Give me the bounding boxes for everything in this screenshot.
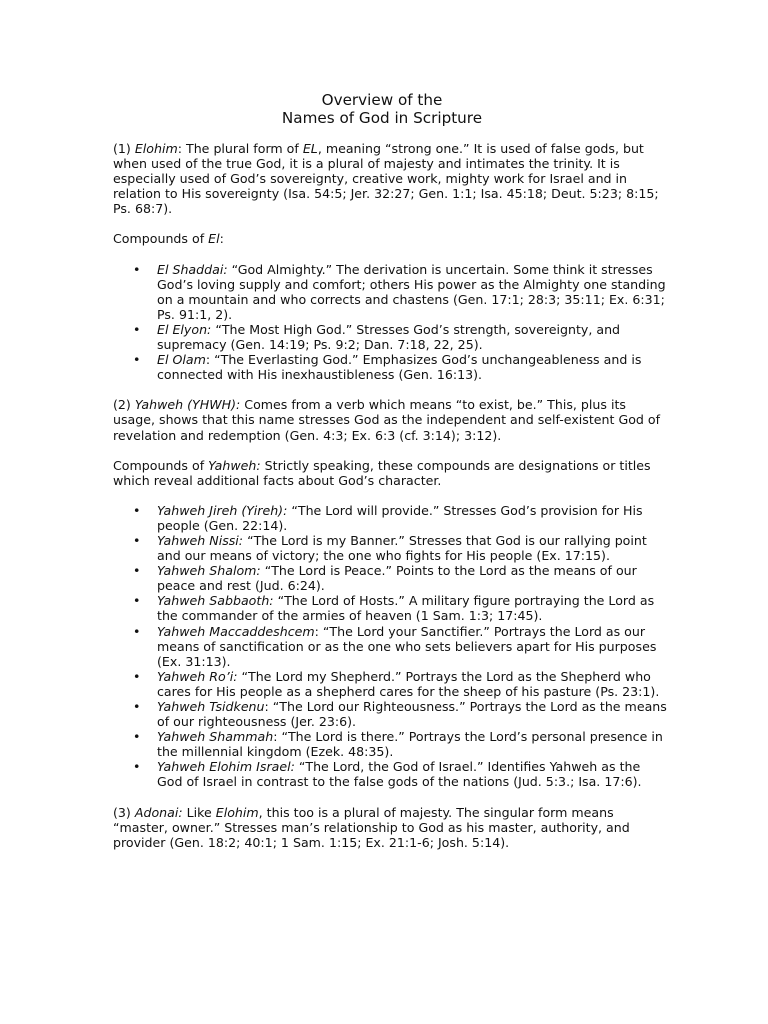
document-body xyxy=(113,91,668,850)
list-item xyxy=(113,593,668,623)
item-text: “The Lord is Peace.” Points to the Lord as the means of our peace and rest (Jud. 6:24). xyxy=(157,563,637,594)
bullet-icon: • xyxy=(133,563,141,579)
heading-colon: : xyxy=(219,231,224,247)
yahweh-paragraph xyxy=(113,397,668,442)
list-item xyxy=(113,759,668,789)
term: Yahweh Maccaddeshcem xyxy=(157,623,315,639)
section-number: (3) xyxy=(113,804,135,820)
term-elohim: Elohim xyxy=(134,141,178,156)
item-text: “The Lord my Shepherd.” Portrays the Lord as the Shepherd who cares for His people as a shepherd cares for the sheep of his pasture (Ps. 23:1). xyxy=(157,668,660,699)
bullet-icon: • xyxy=(133,502,141,518)
item-text: : “The Lord our Righteousness.” Portrays the Lord as the means of our righteousness (Jer. 23:6). xyxy=(157,699,667,730)
bullet-icon: • xyxy=(133,321,141,337)
list-item xyxy=(113,563,668,593)
term: Yahweh Elohim Israel: xyxy=(157,759,295,775)
item-text: “God Almighty.” The derivation is uncertain. Some think it stresses God’s loving supply and comfort; others His power as the Almighty one standing on a mountain and who corrects and chastens (Gen. 17:1; 28:3; 35:11; Ex. 6:31; Ps. 91:1, 2). xyxy=(157,261,666,322)
item-text: : “The Everlasting God.” Emphasizes God’s unchangeableness and is connected with His inexhaustibleness (Gen. 16:13). xyxy=(157,352,642,383)
list-item xyxy=(113,322,668,352)
bullet-icon: • xyxy=(133,699,141,714)
document-title xyxy=(113,91,651,127)
adonai-text-b: , this too is a plural of majesty. The singular form means “master, owner.” Stresses man’s relationship to God as his master, authority, and provider (Gen. 18:2; 40:1; 1 Sam. 1:15; Ex. 21:1-6; Josh. 5:14). xyxy=(113,804,630,850)
heading-text: Compounds of xyxy=(113,457,209,473)
bullet-icon: • xyxy=(133,593,141,609)
section-number: (2) xyxy=(113,397,135,413)
term-yahweh: Yahweh: xyxy=(208,457,261,473)
bullet-icon: • xyxy=(133,352,141,368)
elohim-text-a: : The plural form of xyxy=(177,141,303,156)
bullet-icon: • xyxy=(133,532,141,548)
term-adonai: Adonai: xyxy=(134,804,183,820)
term-el: El xyxy=(208,231,220,247)
list-item xyxy=(113,352,668,382)
item-text: “The Lord of Hosts.” A military figure portraying the Lord as the commander of the armies of heaven (1 Sam. 1:3; 17:45). xyxy=(157,593,655,624)
item-text: “The Lord will provide.” Stresses God’s provision for His people (Gen. 22:14). xyxy=(157,502,643,533)
term: El Elyon: xyxy=(157,321,212,337)
yahweh-compounds-list xyxy=(113,503,668,790)
list-item xyxy=(113,262,668,322)
term-elohim: Elohim xyxy=(215,804,259,820)
heading-text-b: Strictly speaking, these compounds are designations or titles which reveal additional facts about God’s character. xyxy=(113,457,651,488)
section-number: (1) xyxy=(113,141,135,156)
item-text: “The Lord, the God of Israel.” Identifies Yahweh as the God of Israel in contrast to the false gods of the nations (Jud. 5:3.; Isa. 17:6). xyxy=(157,759,642,790)
term: Yahweh Shalom: xyxy=(157,563,261,579)
adonai-text-a: Like xyxy=(182,804,216,820)
term: Yahweh Tsidkenu xyxy=(157,699,265,714)
list-item xyxy=(113,669,668,699)
term-yahweh: Yahweh (YHWH): xyxy=(134,397,241,413)
item-text: “The Most High God.” Stresses God’s strength, sovereignty, and supremacy (Gen. 14:19; Ps. 9:2; Dan. 7:18, 22, 25). xyxy=(157,321,621,353)
item-text: “The Lord is my Banner.” Stresses that God is our rallying point and our means of victory; the one who fights for His people (Ex. 17:15). xyxy=(157,532,647,564)
term: El Shaddai: xyxy=(157,261,228,277)
term-el: EL xyxy=(302,141,318,156)
bullet-icon: • xyxy=(133,668,141,684)
title-line-2: Names of God in Scripture xyxy=(281,109,483,127)
term: Yahweh Jireh (Yireh): xyxy=(157,502,288,518)
list-item xyxy=(113,699,668,729)
adonai-paragraph xyxy=(113,805,668,850)
elohim-paragraph xyxy=(113,141,668,216)
list-item xyxy=(113,729,668,759)
list-item xyxy=(113,503,668,533)
term: Yahweh Sabbaoth: xyxy=(157,593,274,609)
bullet-icon: • xyxy=(133,261,141,277)
yahweh-text: Comes from a verb which means “to exist, be.” This, plus its usage, shows that this name stresses God as the independent and self-existent God of revelation and redemption (Gen. 4:3; Ex. 6:3 (cf. 3:14); 3:12). xyxy=(113,397,661,443)
item-text: : “The Lord is there.” Portrays the Lord’s personal presence in the millennial kingdom (Ezek. 48:35). xyxy=(157,729,663,760)
bullet-icon: • xyxy=(133,729,141,745)
term: El Olam xyxy=(157,352,206,368)
elohim-text-b: , meaning “strong one.” It is used of false gods, but when used of the true God, it is a plural of majesty and intimates the trinity. It is especially used of God’s sovereignty, creative work, mighty work for Israel and in relation to His sovereignty (Isa. 54:5; Jer. 32:27; Gen. 1:1; Isa. 45:18; Deut. 5:23; 8:15; Ps. 68:7). xyxy=(113,141,659,217)
yahweh-compounds-heading xyxy=(113,458,668,488)
bullet-icon: • xyxy=(133,759,141,775)
list-item xyxy=(113,533,668,563)
item-text: : “The Lord your Sanctifier.” Portrays the Lord as our means of sanctification or as the one who sets believers apart for His purposes (Ex. 31:13). xyxy=(157,623,657,669)
term: Yahweh Shammah xyxy=(157,729,274,745)
term: Yahweh Ro’i: xyxy=(157,668,238,684)
title-line-1: Overview of the xyxy=(321,91,443,109)
term: Yahweh Nissi: xyxy=(157,532,244,548)
el-compounds-heading xyxy=(113,231,668,246)
bullet-icon: • xyxy=(133,623,141,639)
list-item xyxy=(113,624,668,669)
heading-text: Compounds of xyxy=(113,231,209,247)
el-compounds-list xyxy=(113,262,668,383)
